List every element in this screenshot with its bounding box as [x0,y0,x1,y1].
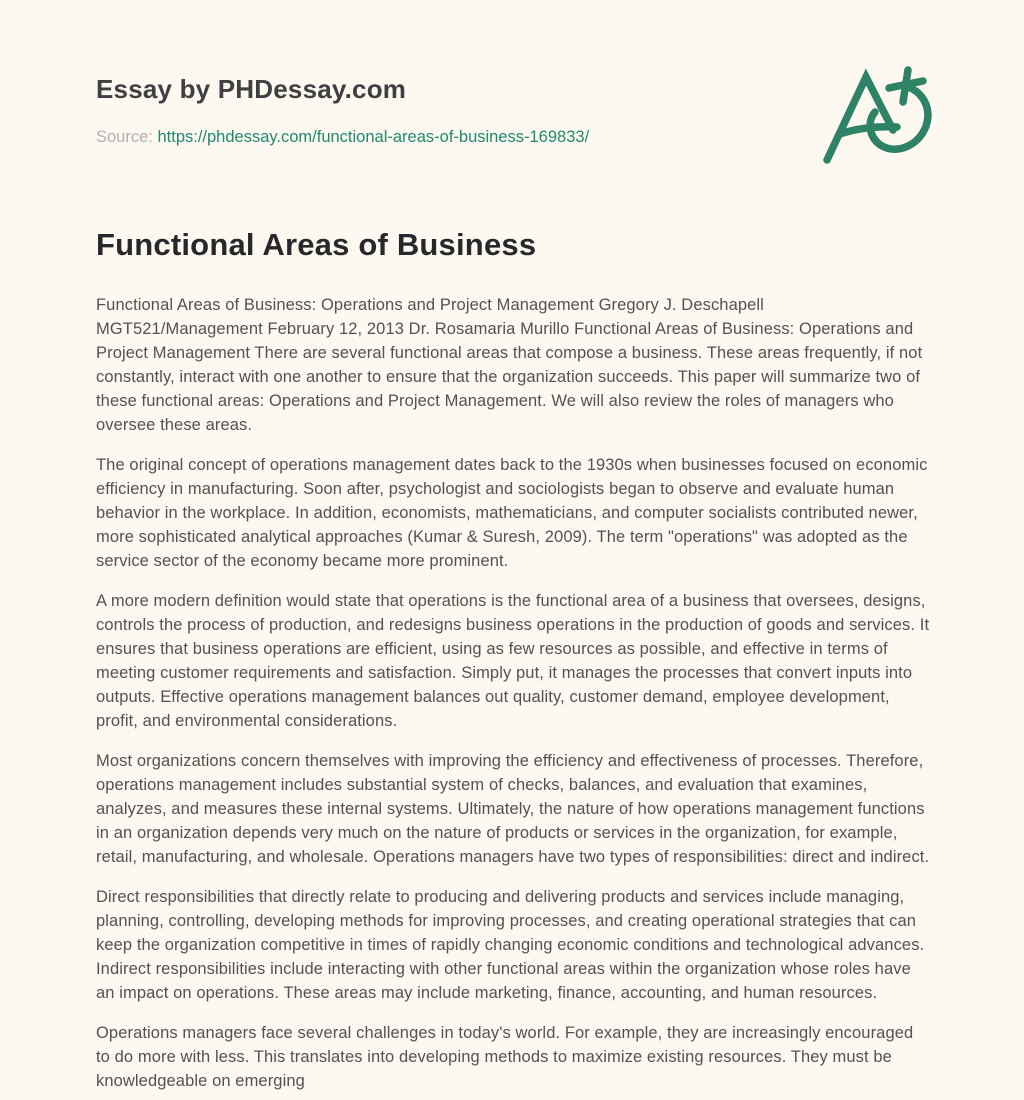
site-title: Essay by PHDessay.com [96,74,407,104]
source-label: Source: [96,128,153,146]
essay-paragraph: A more modern definition would state that operations is the functional area of a business that oversees, designs, controls the process of production, and redesigns business operations in the production of goods and services. It ensures that business operations are efficient, using as few resources as possible, and effective in terms of meeting customer requirements and satisfaction. Simply put, it manages the processes that convert inputs into outputs. Effective operations management balances out quality, customer demand, employee development, profit, and environmental considerations. [96,592,930,730]
source-line [96,128,930,147]
essay-title: Functional Areas of Business [96,227,537,262]
essay-paragraph: The original concept of operations management dates back to the 1930s when businesses focused on economic efficiency in manufacturing. Soon after, psychologist and sociologists began to observe and evaluate human behavior in the workplace. In addition, economists, mathematicians, and computer socialists contributed newer, more sophisticated analytical approaches (Kumar & Suresh, 2009). The term "operations" was adopted as the service sector of the economy became more prominent. [96,456,928,570]
essay-paragraph: Operations managers face several challenges in today's world. For example, they are increasingly encouraged to do more with less. This translates into developing methods to maximize existing resources. They must be knowledgeable on emerging [96,1024,914,1090]
essay-content [96,0,930,1100]
essay-body [96,293,930,1093]
essay-paragraph: Direct responsibilities that directly relate to producing and delivering products and services include managing, planning, controlling, developing methods for improving processes, and creating operational strategies that can keep the organization competitive in times of rapidly changing economic conditions and technological advances. Indirect responsibilities include interacting with other functional areas within the organization whose roles have an impact on operations. These areas may include marketing, finance, accounting, and human resources. [96,888,925,1002]
essay-paragraph: Most organizations concern themselves with improving the efficiency and effectiveness of processes. Therefore, operations management includes substantial system of checks, balances, and evaluation that examines, analyzes, and measures these internal systems. Ultimately, the nature of how operations management functions in an organization depends very much on the nature of products or services in the organization, for example, retail, manufacturing, and wholesale. Operations managers have two types of responsibilities: direct and indirect. [96,752,930,866]
essay-paragraph: Functional Areas of Business: Operations and Project Management Gregory J. Deschapell MGT521/Management February 12, 2013 Dr. Rosamaria Murillo Functional Areas of Business: Operations and Project Management There are several functional areas that compose a business. These areas frequently, if not constantly, interact with one another to ensure that the organization succeeds. This paper will summarize two of these functional areas: Operations and Project Management. We will also review the roles of managers who oversee these areas. [96,296,923,434]
source-url-link[interactable]: https://phdessay.com/functional-areas-of-business-169833/ [157,128,590,146]
